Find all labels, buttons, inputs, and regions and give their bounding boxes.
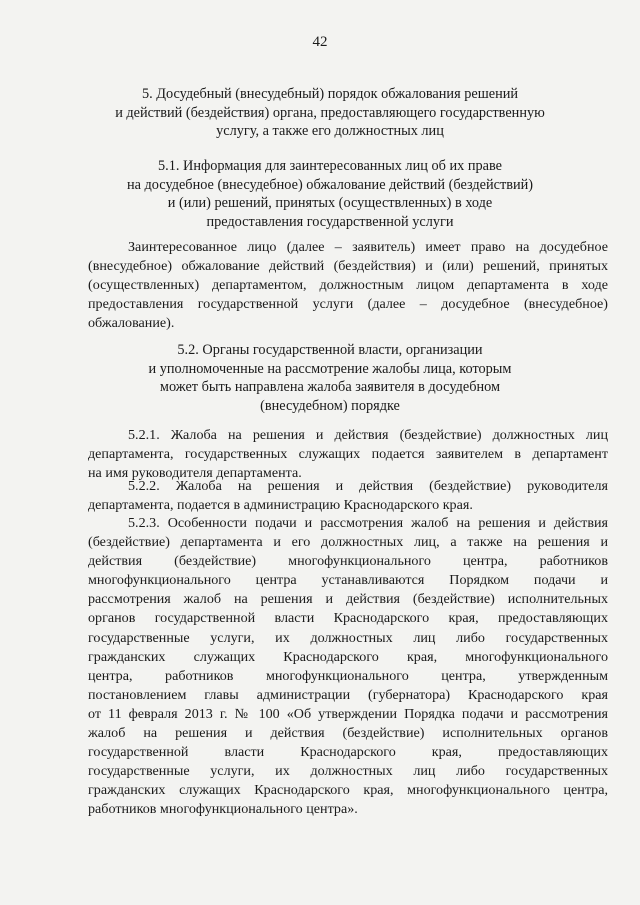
heading-line: и действий (бездействия) органа, предоставляющего государственную — [115, 104, 545, 121]
paragraph-line: 5.2.3. Особенности подачи и рассмотрения жалоб на решения и действия — [128, 515, 608, 531]
paragraph-line: обжалование). — [88, 315, 175, 332]
heading-line: 5. Досудебный (внесудебный) порядок обжалования решений — [141, 86, 519, 102]
heading-line: 5.1. Информация для заинтересованных лиц об их праве — [158, 158, 502, 174]
heading-line: и уполномоченные на рассмотрение жалобы лица, которым — [148, 360, 512, 377]
paragraph-line: 5.2.1. Жалоба на решения и действия (бездействие) должностных лиц — [128, 427, 608, 443]
paragraph-5-2-1 — [88, 426, 608, 483]
paragraph-line: государственные услуги, их должностных лиц либо государственных — [88, 763, 608, 780]
paragraph-line: государственной власти Краснодарского края, предоставляющих — [88, 744, 608, 761]
paragraph-line: государственные услуги, их должностных лиц либо государственных — [88, 629, 608, 646]
heading-line: на досудебное (внесудебное) обжалование действий (бездействий) — [126, 176, 534, 193]
subsection-5-1-heading — [80, 157, 580, 231]
paragraph-line: жалоб на решения и действия (бездействие) исполнительных органов — [88, 725, 608, 742]
heading-line: предоставления государственной услуги — [206, 213, 454, 230]
paragraph-line: постановлением главы администрации (губернатора) Краснодарского края — [88, 686, 608, 703]
paragraph-line: департамента, подается в администрацию Краснодарского края. — [88, 497, 473, 514]
paragraph-line: действия (бездействие) многофункционального центра, работников — [88, 553, 608, 570]
paragraph-line: (внесудебное) обжалование действий (бездействия) и (или) решений, принятых — [88, 258, 608, 275]
paragraph-line: департамента, государственных служащих подается заявителем в департамент — [88, 446, 608, 463]
paragraph-line: Заинтересованное лицо (далее – заявитель) имеет право на досудебное — [128, 239, 608, 255]
paragraph-line: многофункционального центра устанавливаются Порядком подачи и — [88, 572, 608, 589]
paragraph-line: центра, работников многофункционального центра, утвержденным — [88, 667, 608, 684]
page-number: 42 — [312, 34, 328, 50]
paragraph-line: предоставления государственной услуги (далее – досудебное (внесудебное) — [88, 296, 608, 313]
subsection-5-2-heading — [80, 341, 580, 415]
paragraph-line: органов государственной власти Краснодарского края, предоставляющих — [88, 610, 608, 627]
paragraph-5-2-2 — [88, 477, 608, 515]
paragraph-line: (осуществленных) департаментом, должностным лицом департамента в ходе — [88, 277, 608, 294]
paragraph-line: (бездействие) департамента и его должностных лиц, а также на решения и — [88, 534, 608, 551]
section-heading — [80, 85, 580, 141]
heading-line: услугу, а также его должностных лиц — [216, 123, 444, 140]
paragraph-5-2-3 — [88, 514, 608, 820]
paragraph-line: работников многофункционального центра». — [88, 801, 358, 818]
paragraph-line: рассмотрения жалоб на решения и действия (бездействие) исполнительных — [88, 591, 608, 608]
paragraph-line: гражданских служащих Краснодарского края, многофункционального центра, — [88, 782, 608, 799]
heading-line: может быть направлена жалоба заявителя в досудебном — [159, 379, 501, 396]
heading-line: 5.2. Органы государственной власти, организации — [177, 342, 483, 358]
paragraph-line: гражданских служащих Краснодарского края, многофункционального — [88, 648, 608, 665]
paragraph-interested-person — [88, 238, 608, 333]
paragraph-line: от 11 февраля 2013 г. № 100 «Об утверждении Порядка подачи и рассмотрения — [88, 705, 608, 722]
heading-line: (внесудебном) порядке — [260, 397, 400, 414]
heading-line: и (или) решений, принятых (осуществленных) в ходе — [167, 195, 493, 212]
paragraph-line: на имя руководителя департамента. — [88, 465, 302, 482]
paragraph-line: 5.2.2. Жалоба на решения и действия (бездействие) руководителя — [128, 478, 608, 494]
